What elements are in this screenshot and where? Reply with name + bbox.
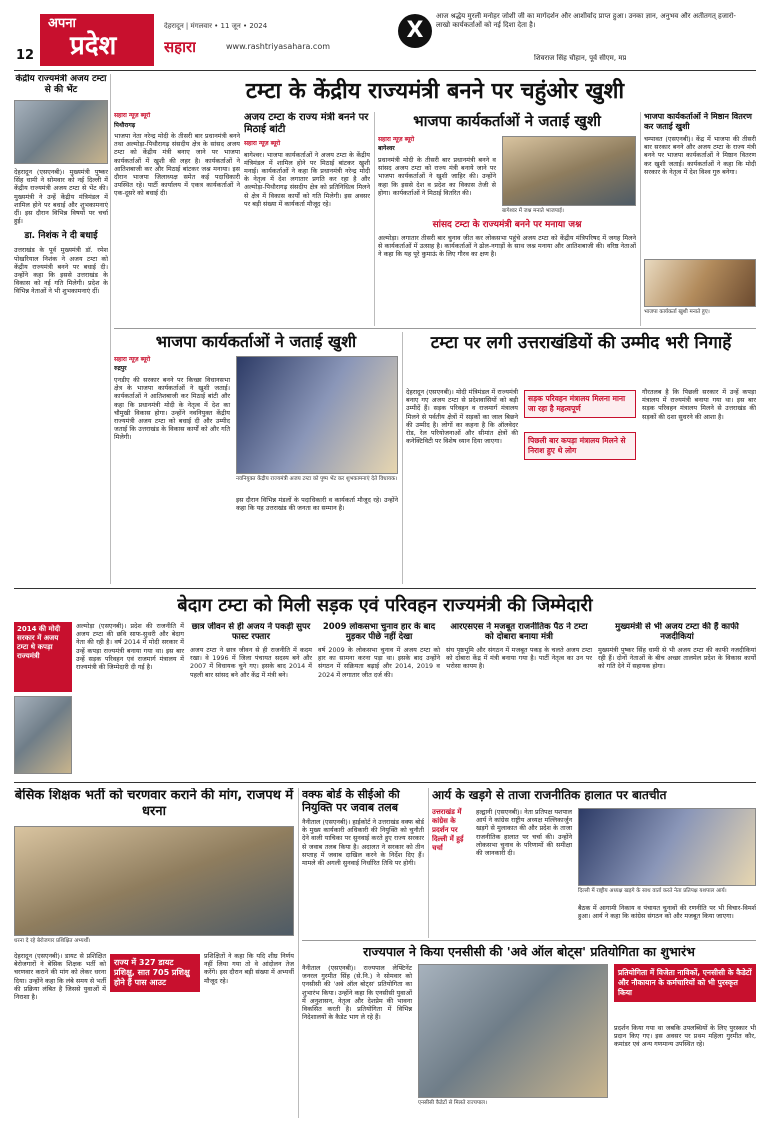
story-teacher: [14, 788, 294, 1118]
arya-sidebar: उत्तराखंड में कांग्रेस के प्रदर्शन पर दिल्ली में हुई चर्चा: [432, 808, 464, 852]
pithoragarh-dateline: पिथौरागढ़: [114, 121, 136, 129]
story1-text: देहरादून (एसएनबी)। मुख्यमंत्री पुष्कर सिंह धामी ने सोमवार को नई दिल्ली में केंद्रीय राज्यमंत्री अजय टम्टा से भेंट की। मुख्यमंत्री ने उन्हें केंद्रीय मंत्रिमंडल में शामिल होने पर बधाई और शुभकामनाएं दीं। इस दौरान विभिन्न विषयों पर चर्चा हुई।: [14, 168, 108, 226]
teacher-divider: [298, 788, 299, 1118]
bjp-mid-byline: सहारा न्यूज़ ब्यूरो: [114, 356, 151, 363]
story-right-top: [644, 112, 756, 326]
edition-date: देहरादून | मंगलवार • 11 जून • 2024: [164, 22, 268, 30]
left-col-divider: [110, 74, 111, 584]
story-waqf: [302, 788, 424, 938]
teacher-photo: [14, 826, 294, 936]
arya-caption: दिल्ली में राष्ट्रीय अध्यक्ष खड़गे के साथ वार्ता करते नेता प्रतिपक्ष यशपाल आर्य।: [578, 888, 727, 894]
story-ncc: [302, 944, 756, 1120]
mid-rule-4: [302, 940, 756, 941]
paper-name: सहारा: [164, 38, 197, 56]
arya-text: हल्द्वानी (एसएनबी)। नेता प्रतिपक्ष यशपाल आर्य ने कांग्रेस राष्ट्रीय अध्यक्ष मल्लिकार्जुन खड़गे से मुलाकात की और प्रदेश के ताजा राजनीतिक हालात पर चर्चा की। उन्होंने लोकसभा चुनाव के परिणामों की समीक्षा की जानकारी दी।: [476, 808, 572, 858]
teacher-text2: प्रशिक्षितों ने कहा कि यदि शीघ्र निर्णय नहीं लिया गया तो वे आंदोलन तेज करेंगे। इस दौरान बड़ी संख्या में अभ्यर्थी मौजूद रहे।: [204, 952, 294, 985]
waqf-divider: [428, 788, 429, 938]
masthead-rule: [14, 70, 756, 71]
bjp-mid-photo: [236, 356, 398, 474]
ummeed-title: टम्टा पर लगी उत्तराखंडियों की उम्मीद भरी निगाहें: [430, 333, 732, 353]
mithai-title: अजय टम्टा के राज्य मंत्री बनने पर मिठाई बांटी: [244, 112, 369, 135]
bjp-top-photo: [502, 136, 636, 206]
ummeed-quote2: [524, 432, 636, 460]
ummeed-quote2-text: पिछली बार कपड़ा मंत्रालय मिलने से निराश हुए थे लोग: [528, 436, 626, 455]
right-top-caption: भाजपा कार्यकर्ता खुशी मनाते हुए।: [644, 309, 710, 315]
ummeed-text: देहरादून (एसएनबी)। मोदी मंत्रिमंडल में राज्यमंत्री बनाए गए अजय टम्टा से प्रदेशवासियों को बड़ी उम्मीदें हैं। सड़क परिवहन व राजमार्ग मंत्रालय मिलने से पर्वतीय क्षेत्रों में सड़कों का जाल बिछने की उम्मीद है। लोगों का कहना है कि ऑलवेदर रोड, रेल परियोजनाओं और सीमांत क्षेत्रों की कनेक्टिविटी पर विशेष ध्यान दिया जाएगा।: [406, 388, 518, 446]
ncc-side-badge: [614, 964, 756, 1002]
bjp-mid-text2: इस दौरान विभिन्न मंडलों के पदाधिकारी व कार्यकर्ता मौजूद रहे। उन्होंने कहा कि यह उत्तराखंड की जनता का सम्मान है।: [236, 496, 398, 513]
big-headline: बेदाग टम्टा को मिली सड़क एवं परिवहन राज्यमंत्री की जिम्मेदारी: [177, 595, 593, 616]
story-pithoragarh: [114, 112, 240, 320]
story2-text: उत्तराखंड के पूर्व मुख्यमंत्री डॉ. रमेश पोखरियाल निशंक ने अजय टम्टा को केंद्रीय राज्यमंत्री बनने पर बधाई दी। उन्होंने कहा कि इससे उत्तराखंड के विकास को नई गति मिलेगी। प्रदेश के विभिन्न नेताओं ने भी शुभकामनाएं दीं।: [14, 246, 108, 296]
ncc-text: नैनीताल (एसएनबी)। राज्यपाल लेफ्टिनेंट जनरल गुरमीत सिंह (से.नि.) ने सोमवार को एनसीसी की 'अवे ऑल बोट्स' प्रतियोगिता का शुभारंभ किया। उन्होंने कहा कि एनसीसी युवाओं में अनुशासन, नेतृत्व और देशप्रेम की भावना विकसित करती है। प्रतियोगिता में विभिन्न निदेशालयों के कैडेट भाग ले रहे हैं।: [302, 964, 412, 1022]
col3-title: 2009 लोकसभा चुनाव हार के बाद मुड़कर पीछे नहीं देखा: [322, 622, 436, 642]
ncc-title: राज्यपाल ने किया एनसीसी की 'अवे ऑल बोट्स' प्रतियोगिता का शुभारंभ: [363, 944, 695, 959]
section-line2: प्रदेश: [70, 31, 117, 61]
teacher-badge: [110, 954, 200, 992]
mid-rule-3: [14, 782, 756, 783]
story2-title: डा. निशंक ने दी बधाई: [24, 231, 98, 242]
mid-rule-2: [14, 588, 756, 589]
website[interactable]: www.rashtriyasahara.com: [226, 42, 331, 51]
right-top-title: भाजपा कार्यकर्ताओं ने मिष्ठान वितरण कर जताई खुशी: [644, 112, 752, 131]
bottom-mid-text1: अल्मोड़ा (एसएनबी)। प्रदेश की राजनीति में अजय टम्टा की छवि साफ-सुथरी और बेदाग नेता की रही है। वर्ष 2014 में मोदी सरकार में उन्हें कपड़ा राज्यमंत्री बनाया गया था। इस बार उन्हें सड़क परिवहन एवं राजमार्ग मंत्रालय में राज्यमंत्री की जिम्मेदारी दी गई है।: [76, 622, 184, 672]
bottom-mid: [14, 622, 756, 778]
arya-title: आर्य के खड़गे से ताजा राजनीतिक हालात पर बातचीत: [432, 788, 667, 802]
story-mithai: [244, 112, 370, 320]
bottom-mid-badge-text: 2014 की मोदी सरकार में अजय टम्टा थे कपड़ा राज्यमंत्री: [17, 625, 61, 660]
col5-text: मुख्यमंत्री पुष्कर सिंह धामी से भी अजय टम्टा की काफी नजदीकियां रही हैं। दोनों नेताओं के बीच अच्छा तालमेल प्रदेश के विकास कार्यों को गति देने में सहायक होगा।: [598, 646, 756, 671]
arya-text2: बैठक में आगामी निकाय व पंचायत चुनावों की रणनीति पर भी विचार-विमर्श हुआ। आर्य ने कहा कि कांग्रेस संगठन को और मजबूत किया जाएगा।: [578, 904, 756, 921]
col5-title: मुख्यमंत्री से भी अजय टम्टा की हैं काफी नजदीकियां: [615, 622, 739, 642]
bjp-mid-divider: [402, 332, 403, 584]
mithai-divider: [374, 112, 375, 326]
section-line1: अपना: [48, 16, 76, 31]
main-headline: टम्टा के केंद्रीय राज्यमंत्री बनने पर चहुंओर खुशी: [245, 79, 625, 104]
bjp-mid-caption: नवनियुक्त केंद्रीय राज्यमंत्री अजय टम्टा को पुष्प भेंट कर शुभकामनाएं देते विधायक।: [236, 476, 398, 482]
masthead-quote: आज श्रद्धेय मुरली मनोहर जोशी जी का मार्गदर्शन और आशीर्वाद प्राप्त हुआ। उनका ज्ञान, अनुभव और अतीतगत् हजारो-लाखो कार्यकर्ताओं को नई दिशा देता है।: [436, 12, 736, 29]
right-top-photo: [644, 259, 756, 307]
teacher-title: बेसिक शिक्षक भर्ती को चरणवार कराने की मांग, राजपथ में धरना: [14, 788, 294, 819]
bjp-mid-dateline: रुद्रपुर: [114, 365, 127, 372]
col3-text: वर्ष 2009 के लोकसभा चुनाव में अजय टम्टा को हार का सामना करना पड़ा था। इसके बाद उन्होंने संगठन में सक्रियता बढ़ाई और 2014, 2019 व 2024 में लगातार जीत दर्ज की।: [318, 646, 440, 679]
story-bjp-top: [378, 112, 636, 326]
waqf-title: वक्फ बोर्ड के सीईओ की नियुक्ति पर जवाब तलब: [302, 788, 400, 814]
bjp-top-dateline: बागेश्वर: [378, 145, 395, 152]
ncc-side-badge-text: प्रतियोगिता में विजेता नाविकों, एनसीसी के कैडेटों और नौकायान के कर्मचारियों को भी पुरस्कृत किया: [618, 968, 752, 997]
section-badge: [40, 14, 154, 66]
page-number: 12: [16, 48, 35, 63]
masthead: [14, 12, 756, 68]
col4-text: संघ पृष्ठभूमि और संगठन में मजबूत पकड़ के चलते अजय टम्टा को दोबारा केंद्र में मंत्री बनाया गया है। पार्टी नेतृत्व का उन पर भरोसा कायम है।: [446, 646, 592, 671]
bjp-mid-text: एनडीए की सरकार बनने पर किच्छा विधानसभा क्षेत्र के भाजपा कार्यकर्ताओं ने खुशी जताई। कार्यकर्ताओं ने आतिशबाजी कर मिठाई बांटी और कहा कि प्रधानमंत्री मोदी के नेतृत्व में देश का चौमुखी विकास होगा। उन्होंने नवनियुक्त केंद्रीय राज्यमंत्री अजय टम्टा को बधाई दी और उम्मीद जताई कि उत्तराखंड के विकास कार्यों को और गति मिलेगी।: [114, 376, 230, 442]
ncc-photo: [418, 964, 608, 1098]
bjp-top-divider: [640, 112, 641, 326]
story-arya: [432, 788, 756, 938]
teacher-badge-text: राज्य में 327 डायट प्रशिक्षु, सात 705 प्रशिक्षु होने हैं पास आउट: [114, 958, 190, 987]
waqf-text: नैनीताल (एसएनबी)। हाईकोर्ट ने उत्तराखंड वक्फ बोर्ड के मुख्य कार्यकारी अधिकारी की नियुक्ति को चुनौती देने वाली याचिका पर सुनवाई करते हुए राज्य सरकार से जवाब तलब किया है। अदालत ने सरकार को तीन सप्ताह में जवाब दाखिल करने के निर्देश दिए हैं। मामले की अगली सुनवाई निर्धारित तिथि पर होगी।: [302, 818, 424, 868]
col4-title: आरएसएस ने मजबूत राजनीतिक पैठ ने टम्टा को दोबारा बनाया मंत्री: [450, 622, 588, 642]
story-ummeed: [406, 332, 756, 584]
pithoragarh-byline: सहारा न्यूज़ ब्यूरो: [114, 112, 151, 119]
bjp-mid-title: भाजपा कार्यकर्ताओं ने जताई खुशी: [155, 332, 357, 351]
ummeed-quote1-text: सड़क परिवहन मंत्रालय मिलना माना जा रहा है महत्वपूर्ण: [528, 394, 626, 413]
bottom-mid-portrait: [14, 696, 72, 774]
bjp-top-subtitle: सांसद टम्टा के राज्यमंत्री बनने पर मनाया जश्न: [432, 220, 582, 230]
teacher-text: देहरादून (एसएनबी)। डायट से प्रशिक्षित बेरोजगारों ने बेसिक शिक्षक भर्ती को चरणवार कराने की मांग को लेकर धरना दिया। उन्होंने कहा कि लंबे समय से भर्ती की प्रक्रिया लंबित है जिससे युवाओं में निराशा है।: [14, 952, 106, 1002]
story1-photo: [14, 100, 108, 164]
bjp-top-text: प्रधानमंत्री मोदी के तीसरी बार प्रधानमंत्री बनने व सांसद अजय टम्टा को राज्य मंत्री बनाये जाने पर भाजपा कार्यकर्ताओं ने खुशी जाहिर की। उन्होंने कहा कि इससे देश व प्रदेश का विकास तेजी से होगा। कार्यकर्ताओं ने मिठाई वितरित की।: [378, 156, 496, 197]
bottom-mid-badge: [14, 622, 72, 692]
col2-title: छात्र जीवन से ही अजय ने पकड़ी सुपर फास्ट रफ्तार: [191, 622, 311, 642]
pithoragarh-text: भाजपा नेता नरेन्द्र मोदी के तीसरी बार प्रधानमंत्री बनने तथा अल्मोड़ा-पिथौरागढ़ संसदीय क्षेत्र के सांसद अजय टम्टा को केंद्रीय मंत्री बनाए जाने पर भाजपा कार्यकर्ताओं में खुशी की लहर है। कार्यकर्ताओं ने आतिशबाजी कर और मिठाई बांटकर जश्न मनाया। इस दौरान भाजपा जिलाध्यक्ष समेत कई पदाधिकारी उपस्थित रहे। पार्टी कार्यालय में एकत्र कार्यकर्ताओं ने एक-दूसरे को बधाई दी।: [114, 132, 240, 198]
story1-title: केंद्रीय राज्यमंत्री अजय टम्टा से की भेंट: [15, 74, 107, 95]
ummeed-text2: गौरतलब है कि पिछली सरकार में उन्हें कपड़ा मंत्रालय में राज्यमंत्री बनाया गया था। इस बार सड़क परिवहन मंत्रालय मिलने से उत्तराखंड की सड़कों की दशा सुधरने की आशा है।: [642, 388, 756, 421]
ummeed-quote1: [524, 390, 636, 418]
mid-rule-1: [114, 328, 756, 329]
bjp-top-title: भाजपा कार्यकर्ताओं ने जताई खुशी: [413, 112, 601, 130]
x-logo-icon: X: [398, 14, 432, 48]
bjp-top-caption: बागेश्वर में जश्न मनाते भाजपाई।: [502, 208, 564, 214]
arya-photo: [578, 808, 756, 886]
col2-text: अजय टम्टा ने छात्र जीवन से ही राजनीति में कदम रखा। वे 1996 में जिला पंचायत सदस्य बने और 2007 में विधायक चुने गए। इसके बाद 2014 में पहली बार सांसद बने और केंद्र में मंत्री बने।: [190, 646, 312, 679]
left-column: [14, 74, 108, 584]
teacher-caption: धरना दे रहे बेरोजगार प्रशिक्षित अभ्यर्थी।: [14, 938, 91, 944]
mithai-text: बागेश्वर। भाजपा कार्यकर्ताओं ने अजय टम्टा के केंद्रीय मंत्रिमंडल में शामिल होने पर मिठाई बांटकर खुशी मनाई। कार्यकर्ताओं ने कहा कि प्रधानमंत्री नरेन्द्र मोदी के नेतृत्व में देश लगातार प्रगति कर रहा है और अल्मोड़ा-पिथौरागढ़ संसदीय क्षेत्र को प्रतिनिधित्व मिलने से क्षेत्र में विकास कार्यों को गति मिलेगी। इस अवसर पर बड़ी संख्या में कार्यकर्ता मौजूद रहे।: [244, 150, 370, 208]
ncc-caption: एनसीसी कैडेटों से मिलते राज्यपाल।: [418, 1100, 488, 1106]
ncc-side-text: प्रदर्शन किया गया था जबकि उपलब्धियों के लिए पुरस्कार भी प्रदान किए गए। इस अवसर पर प्रथम महिला गुरमीत कौर, कमांडर एवं अन्य गणमान्य उपस्थित रहे।: [614, 1024, 756, 1049]
quote-author: शिवराज सिंह चौहान, पूर्व सीएम, मप्र: [534, 54, 627, 62]
story-bjp-mid: [114, 332, 398, 584]
bjp-top-subtext: अल्मोड़ा। लगातार तीसरी बार चुनाव जीत कर लोकसभा पहुंचे अजय टम्टा को केंद्रीय मंत्रिपरिषद में जगह मिलने से कार्यकर्ताओं में उत्साह है। कार्यकर्ताओं ने ढोल-नगाड़ों के साथ जश्न मनाया और आतिशबाजी की। वरिष्ठ नेताओं ने कहा कि यह पूरे कुमाऊं के लिए गौरव का क्षण है।: [378, 234, 636, 259]
mithai-byline: सहारा न्यूज़ ब्यूरो: [244, 140, 281, 147]
bjp-top-byline: सहारा न्यूज़ ब्यूरो: [378, 136, 415, 143]
right-top-text: चम्पावत (एसएनबी)। केंद्र में भाजपा की तीसरी बार सरकार बनने और अजय टम्टा के राज्य मंत्री बनने पर भाजपा कार्यकर्ताओं ने मिष्ठान वितरण कर खुशी जताई। कार्यकर्ताओं ने कहा कि मोदी सरकार के नेतृत्व में देश विश्व गुरु बनेगा।: [644, 135, 756, 176]
